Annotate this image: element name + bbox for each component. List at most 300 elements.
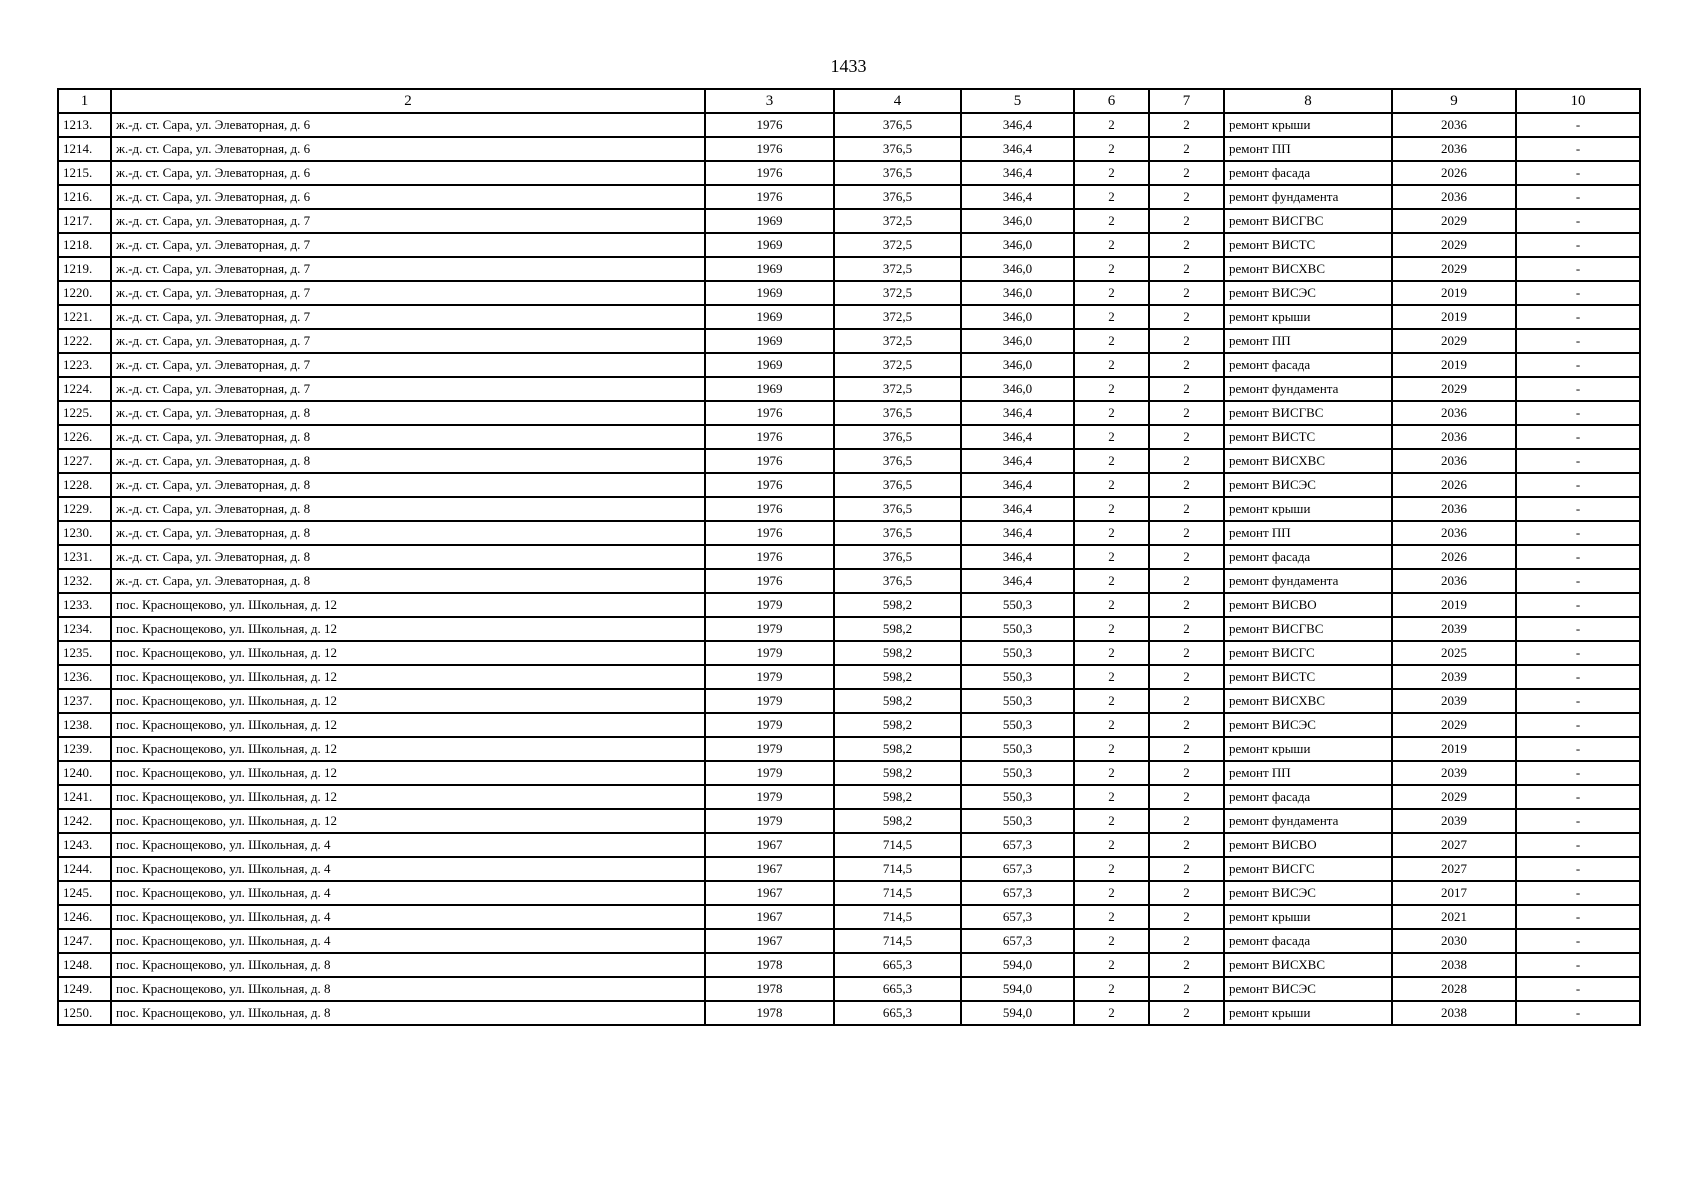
row-number-cell: 1230. [58, 521, 111, 545]
address-cell: ж.-д. ст. Сара, ул. Элеваторная, д. 7 [111, 281, 705, 305]
work-type-cell: ремонт ВИСГС [1224, 641, 1392, 665]
planned-year-cell: 2038 [1392, 953, 1516, 977]
work-type-cell: ремонт крыши [1224, 905, 1392, 929]
living-area-cell: 550,3 [961, 713, 1074, 737]
year-built-cell: 1978 [705, 977, 834, 1001]
entrances-cell: 2 [1149, 329, 1224, 353]
living-area-cell: 346,4 [961, 185, 1074, 209]
living-area-cell: 346,0 [961, 257, 1074, 281]
row-number-cell: 1227. [58, 449, 111, 473]
work-type-cell: ремонт крыши [1224, 737, 1392, 761]
entrances-cell: 2 [1149, 905, 1224, 929]
floors-cell: 2 [1074, 425, 1149, 449]
floors-cell: 2 [1074, 377, 1149, 401]
total-area-cell: 598,2 [834, 665, 961, 689]
entrances-cell: 2 [1149, 113, 1224, 137]
total-area-cell: 372,5 [834, 257, 961, 281]
floors-cell: 2 [1074, 857, 1149, 881]
living-area-cell: 550,3 [961, 593, 1074, 617]
living-area-cell: 550,3 [961, 641, 1074, 665]
row-number-cell: 1247. [58, 929, 111, 953]
total-area-cell: 598,2 [834, 785, 961, 809]
floors-cell: 2 [1074, 449, 1149, 473]
total-area-cell: 376,5 [834, 137, 961, 161]
floors-cell: 2 [1074, 209, 1149, 233]
year-built-cell: 1969 [705, 281, 834, 305]
entrances-cell: 2 [1149, 137, 1224, 161]
planned-year-cell: 2027 [1392, 857, 1516, 881]
row-number-cell: 1233. [58, 593, 111, 617]
year-built-cell: 1978 [705, 953, 834, 977]
note-cell: - [1516, 425, 1640, 449]
floors-cell: 2 [1074, 593, 1149, 617]
floors-cell: 2 [1074, 905, 1149, 929]
row-number-cell: 1246. [58, 905, 111, 929]
table-row [58, 641, 1640, 665]
entrances-cell: 2 [1149, 833, 1224, 857]
address-cell: пос. Краснощеково, ул. Школьная, д. 4 [111, 857, 705, 881]
floors-cell: 2 [1074, 257, 1149, 281]
note-cell: - [1516, 377, 1640, 401]
entrances-cell: 2 [1149, 209, 1224, 233]
row-number-cell: 1229. [58, 497, 111, 521]
work-type-cell: ремонт ВИСХВС [1224, 257, 1392, 281]
table-row [58, 809, 1640, 833]
work-type-cell: ремонт ВИСЭС [1224, 977, 1392, 1001]
living-area-cell: 346,4 [961, 161, 1074, 185]
living-area-cell: 657,3 [961, 905, 1074, 929]
note-cell: - [1516, 977, 1640, 1001]
entrances-cell: 2 [1149, 353, 1224, 377]
total-area-cell: 598,2 [834, 713, 961, 737]
entrances-cell: 2 [1149, 569, 1224, 593]
planned-year-cell: 2036 [1392, 449, 1516, 473]
table-row [58, 425, 1640, 449]
work-type-cell: ремонт ВИСХВС [1224, 689, 1392, 713]
address-cell: ж.-д. ст. Сара, ул. Элеваторная, д. 8 [111, 425, 705, 449]
floors-cell: 2 [1074, 329, 1149, 353]
table-row [58, 1001, 1640, 1025]
planned-year-cell: 2029 [1392, 329, 1516, 353]
entrances-cell: 2 [1149, 473, 1224, 497]
note-cell: - [1516, 905, 1640, 929]
row-number-cell: 1222. [58, 329, 111, 353]
row-number-cell: 1225. [58, 401, 111, 425]
planned-year-cell: 2028 [1392, 977, 1516, 1001]
work-type-cell: ремонт ВИСТС [1224, 233, 1392, 257]
floors-cell: 2 [1074, 833, 1149, 857]
living-area-cell: 550,3 [961, 761, 1074, 785]
living-area-cell: 550,3 [961, 737, 1074, 761]
year-built-cell: 1979 [705, 761, 834, 785]
total-area-cell: 665,3 [834, 953, 961, 977]
year-built-cell: 1979 [705, 593, 834, 617]
planned-year-cell: 2036 [1392, 425, 1516, 449]
living-area-cell: 594,0 [961, 953, 1074, 977]
planned-year-cell: 2025 [1392, 641, 1516, 665]
planned-year-cell: 2036 [1392, 185, 1516, 209]
work-type-cell: ремонт ВИСТС [1224, 665, 1392, 689]
column-header-6: 6 [1074, 89, 1149, 113]
living-area-cell: 594,0 [961, 977, 1074, 1001]
year-built-cell: 1979 [705, 737, 834, 761]
address-cell: пос. Краснощеково, ул. Школьная, д. 4 [111, 929, 705, 953]
year-built-cell: 1976 [705, 185, 834, 209]
entrances-cell: 2 [1149, 497, 1224, 521]
total-area-cell: 376,5 [834, 185, 961, 209]
table-row [58, 377, 1640, 401]
floors-cell: 2 [1074, 953, 1149, 977]
work-type-cell: ремонт ВИСВО [1224, 593, 1392, 617]
column-header-7: 7 [1149, 89, 1224, 113]
living-area-cell: 657,3 [961, 857, 1074, 881]
row-number-cell: 1228. [58, 473, 111, 497]
work-type-cell: ремонт ВИСЭС [1224, 281, 1392, 305]
year-built-cell: 1976 [705, 449, 834, 473]
living-area-cell: 346,0 [961, 329, 1074, 353]
work-type-cell: ремонт фасада [1224, 353, 1392, 377]
address-cell: ж.-д. ст. Сара, ул. Элеваторная, д. 8 [111, 545, 705, 569]
planned-year-cell: 2029 [1392, 257, 1516, 281]
row-number-cell: 1215. [58, 161, 111, 185]
table-row [58, 905, 1640, 929]
entrances-cell: 2 [1149, 929, 1224, 953]
total-area-cell: 598,2 [834, 593, 961, 617]
row-number-cell: 1244. [58, 857, 111, 881]
total-area-cell: 372,5 [834, 233, 961, 257]
year-built-cell: 1976 [705, 545, 834, 569]
work-type-cell: ремонт фасада [1224, 545, 1392, 569]
row-number-cell: 1245. [58, 881, 111, 905]
note-cell: - [1516, 137, 1640, 161]
note-cell: - [1516, 353, 1640, 377]
table-row [58, 689, 1640, 713]
work-type-cell: ремонт фундамента [1224, 809, 1392, 833]
note-cell: - [1516, 953, 1640, 977]
address-cell: пос. Краснощеково, ул. Школьная, д. 8 [111, 1001, 705, 1025]
note-cell: - [1516, 737, 1640, 761]
total-area-cell: 598,2 [834, 641, 961, 665]
year-built-cell: 1967 [705, 905, 834, 929]
planned-year-cell: 2026 [1392, 161, 1516, 185]
column-header-8: 8 [1224, 89, 1392, 113]
row-number-cell: 1223. [58, 353, 111, 377]
table-row [58, 473, 1640, 497]
year-built-cell: 1976 [705, 521, 834, 545]
note-cell: - [1516, 641, 1640, 665]
note-cell: - [1516, 929, 1640, 953]
work-type-cell: ремонт ВИСГВС [1224, 617, 1392, 641]
floors-cell: 2 [1074, 785, 1149, 809]
table-row [58, 593, 1640, 617]
work-type-cell: ремонт фасада [1224, 785, 1392, 809]
floors-cell: 2 [1074, 689, 1149, 713]
living-area-cell: 346,4 [961, 137, 1074, 161]
table-row [58, 113, 1640, 137]
year-built-cell: 1967 [705, 881, 834, 905]
table-row [58, 665, 1640, 689]
row-number-cell: 1224. [58, 377, 111, 401]
work-type-cell: ремонт крыши [1224, 1001, 1392, 1025]
living-area-cell: 550,3 [961, 665, 1074, 689]
entrances-cell: 2 [1149, 665, 1224, 689]
note-cell: - [1516, 401, 1640, 425]
work-type-cell: ремонт ВИСЭС [1224, 713, 1392, 737]
planned-year-cell: 2036 [1392, 497, 1516, 521]
address-cell: пос. Краснощеково, ул. Школьная, д. 12 [111, 761, 705, 785]
living-area-cell: 346,4 [961, 449, 1074, 473]
work-type-cell: ремонт ВИСВО [1224, 833, 1392, 857]
address-cell: ж.-д. ст. Сара, ул. Элеваторная, д. 6 [111, 161, 705, 185]
total-area-cell: 714,5 [834, 833, 961, 857]
table-row [58, 977, 1640, 1001]
year-built-cell: 1967 [705, 929, 834, 953]
total-area-cell: 372,5 [834, 305, 961, 329]
address-cell: пос. Краснощеково, ул. Школьная, д. 8 [111, 977, 705, 1001]
address-cell: ж.-д. ст. Сара, ул. Элеваторная, д. 6 [111, 113, 705, 137]
entrances-cell: 2 [1149, 1001, 1224, 1025]
floors-cell: 2 [1074, 353, 1149, 377]
table-row [58, 833, 1640, 857]
year-built-cell: 1976 [705, 113, 834, 137]
row-number-cell: 1217. [58, 209, 111, 233]
living-area-cell: 346,0 [961, 233, 1074, 257]
table-row [58, 857, 1640, 881]
planned-year-cell: 2039 [1392, 689, 1516, 713]
year-built-cell: 1969 [705, 257, 834, 281]
floors-cell: 2 [1074, 929, 1149, 953]
living-area-cell: 346,0 [961, 377, 1074, 401]
planned-year-cell: 2029 [1392, 377, 1516, 401]
note-cell: - [1516, 257, 1640, 281]
note-cell: - [1516, 689, 1640, 713]
row-number-cell: 1221. [58, 305, 111, 329]
entrances-cell: 2 [1149, 689, 1224, 713]
column-header-10: 10 [1516, 89, 1640, 113]
living-area-cell: 346,0 [961, 209, 1074, 233]
note-cell: - [1516, 713, 1640, 737]
row-number-cell: 1240. [58, 761, 111, 785]
total-area-cell: 376,5 [834, 161, 961, 185]
note-cell: - [1516, 113, 1640, 137]
year-built-cell: 1979 [705, 809, 834, 833]
address-cell: пос. Краснощеково, ул. Школьная, д. 4 [111, 881, 705, 905]
entrances-cell: 2 [1149, 305, 1224, 329]
entrances-cell: 2 [1149, 425, 1224, 449]
entrances-cell: 2 [1149, 281, 1224, 305]
total-area-cell: 714,5 [834, 881, 961, 905]
table-row [58, 281, 1640, 305]
year-built-cell: 1976 [705, 425, 834, 449]
living-area-cell: 550,3 [961, 689, 1074, 713]
floors-cell: 2 [1074, 881, 1149, 905]
column-header-1: 1 [58, 89, 111, 113]
address-cell: ж.-д. ст. Сара, ул. Элеваторная, д. 7 [111, 353, 705, 377]
entrances-cell: 2 [1149, 401, 1224, 425]
table-row [58, 329, 1640, 353]
total-area-cell: 372,5 [834, 209, 961, 233]
work-type-cell: ремонт ВИСГВС [1224, 209, 1392, 233]
floors-cell: 2 [1074, 665, 1149, 689]
note-cell: - [1516, 449, 1640, 473]
address-cell: пос. Краснощеково, ул. Школьная, д. 12 [111, 641, 705, 665]
address-cell: ж.-д. ст. Сара, ул. Элеваторная, д. 8 [111, 401, 705, 425]
entrances-cell: 2 [1149, 545, 1224, 569]
work-type-cell: ремонт фундамента [1224, 377, 1392, 401]
address-cell: пос. Краснощеково, ул. Школьная, д. 12 [111, 713, 705, 737]
floors-cell: 2 [1074, 185, 1149, 209]
planned-year-cell: 2029 [1392, 713, 1516, 737]
row-number-cell: 1249. [58, 977, 111, 1001]
address-cell: ж.-д. ст. Сара, ул. Элеваторная, д. 8 [111, 521, 705, 545]
table-row [58, 257, 1640, 281]
work-type-cell: ремонт ВИСГС [1224, 857, 1392, 881]
planned-year-cell: 2019 [1392, 353, 1516, 377]
floors-cell: 2 [1074, 401, 1149, 425]
planned-year-cell: 2026 [1392, 473, 1516, 497]
table-header [58, 89, 1640, 113]
work-type-cell: ремонт ПП [1224, 761, 1392, 785]
note-cell: - [1516, 617, 1640, 641]
planned-year-cell: 2017 [1392, 881, 1516, 905]
total-area-cell: 372,5 [834, 329, 961, 353]
floors-cell: 2 [1074, 761, 1149, 785]
note-cell: - [1516, 785, 1640, 809]
address-cell: ж.-д. ст. Сара, ул. Элеваторная, д. 7 [111, 305, 705, 329]
living-area-cell: 657,3 [961, 929, 1074, 953]
entrances-cell: 2 [1149, 737, 1224, 761]
repair-schedule-table [57, 88, 1641, 1026]
row-number-cell: 1243. [58, 833, 111, 857]
floors-cell: 2 [1074, 737, 1149, 761]
work-type-cell: ремонт ВИСХВС [1224, 953, 1392, 977]
entrances-cell: 2 [1149, 953, 1224, 977]
planned-year-cell: 2019 [1392, 281, 1516, 305]
planned-year-cell: 2027 [1392, 833, 1516, 857]
address-cell: ж.-д. ст. Сара, ул. Элеваторная, д. 7 [111, 209, 705, 233]
total-area-cell: 372,5 [834, 377, 961, 401]
total-area-cell: 376,5 [834, 545, 961, 569]
entrances-cell: 2 [1149, 593, 1224, 617]
column-header-4: 4 [834, 89, 961, 113]
entrances-cell: 2 [1149, 161, 1224, 185]
year-built-cell: 1967 [705, 857, 834, 881]
entrances-cell: 2 [1149, 185, 1224, 209]
table-row [58, 569, 1640, 593]
entrances-cell: 2 [1149, 785, 1224, 809]
total-area-cell: 372,5 [834, 353, 961, 377]
floors-cell: 2 [1074, 521, 1149, 545]
note-cell: - [1516, 473, 1640, 497]
living-area-cell: 346,4 [961, 521, 1074, 545]
note-cell: - [1516, 761, 1640, 785]
planned-year-cell: 2036 [1392, 569, 1516, 593]
note-cell: - [1516, 881, 1640, 905]
total-area-cell: 376,5 [834, 569, 961, 593]
note-cell: - [1516, 281, 1640, 305]
entrances-cell: 2 [1149, 617, 1224, 641]
row-number-cell: 1231. [58, 545, 111, 569]
year-built-cell: 1979 [705, 785, 834, 809]
living-area-cell: 550,3 [961, 785, 1074, 809]
table-row [58, 449, 1640, 473]
living-area-cell: 346,4 [961, 545, 1074, 569]
total-area-cell: 376,5 [834, 425, 961, 449]
planned-year-cell: 2029 [1392, 785, 1516, 809]
living-area-cell: 346,4 [961, 425, 1074, 449]
table-row [58, 521, 1640, 545]
planned-year-cell: 2021 [1392, 905, 1516, 929]
note-cell: - [1516, 521, 1640, 545]
floors-cell: 2 [1074, 809, 1149, 833]
table-row [58, 137, 1640, 161]
row-number-cell: 1213. [58, 113, 111, 137]
table-row [58, 497, 1640, 521]
planned-year-cell: 2039 [1392, 761, 1516, 785]
planned-year-cell: 2019 [1392, 305, 1516, 329]
address-cell: ж.-д. ст. Сара, ул. Элеваторная, д. 7 [111, 257, 705, 281]
row-number-cell: 1226. [58, 425, 111, 449]
row-number-cell: 1235. [58, 641, 111, 665]
living-area-cell: 657,3 [961, 881, 1074, 905]
row-number-cell: 1238. [58, 713, 111, 737]
address-cell: ж.-д. ст. Сара, ул. Элеваторная, д. 8 [111, 497, 705, 521]
address-cell: пос. Краснощеково, ул. Школьная, д. 12 [111, 689, 705, 713]
work-type-cell: ремонт ПП [1224, 521, 1392, 545]
living-area-cell: 346,0 [961, 305, 1074, 329]
table-row [58, 953, 1640, 977]
planned-year-cell: 2036 [1392, 113, 1516, 137]
table-row [58, 185, 1640, 209]
entrances-cell: 2 [1149, 257, 1224, 281]
living-area-cell: 346,4 [961, 473, 1074, 497]
year-built-cell: 1979 [705, 617, 834, 641]
planned-year-cell: 2039 [1392, 617, 1516, 641]
work-type-cell: ремонт ВИСТС [1224, 425, 1392, 449]
total-area-cell: 376,5 [834, 497, 961, 521]
planned-year-cell: 2030 [1392, 929, 1516, 953]
note-cell: - [1516, 857, 1640, 881]
address-cell: пос. Краснощеково, ул. Школьная, д. 12 [111, 593, 705, 617]
address-cell: ж.-д. ст. Сара, ул. Элеваторная, д. 8 [111, 569, 705, 593]
row-number-cell: 1237. [58, 689, 111, 713]
floors-cell: 2 [1074, 617, 1149, 641]
row-number-cell: 1219. [58, 257, 111, 281]
table-row [58, 617, 1640, 641]
table-row [58, 233, 1640, 257]
living-area-cell: 346,4 [961, 113, 1074, 137]
total-area-cell: 598,2 [834, 617, 961, 641]
year-built-cell: 1967 [705, 833, 834, 857]
floors-cell: 2 [1074, 113, 1149, 137]
note-cell: - [1516, 569, 1640, 593]
address-cell: пос. Краснощеково, ул. Школьная, д. 4 [111, 905, 705, 929]
year-built-cell: 1969 [705, 209, 834, 233]
address-cell: ж.-д. ст. Сара, ул. Элеваторная, д. 8 [111, 449, 705, 473]
row-number-cell: 1216. [58, 185, 111, 209]
work-type-cell: ремонт фасада [1224, 161, 1392, 185]
address-cell: ж.-д. ст. Сара, ул. Элеваторная, д. 7 [111, 329, 705, 353]
total-area-cell: 376,5 [834, 449, 961, 473]
total-area-cell: 598,2 [834, 737, 961, 761]
year-built-cell: 1969 [705, 305, 834, 329]
floors-cell: 2 [1074, 305, 1149, 329]
total-area-cell: 376,5 [834, 473, 961, 497]
work-type-cell: ремонт крыши [1224, 497, 1392, 521]
entrances-cell: 2 [1149, 761, 1224, 785]
living-area-cell: 550,3 [961, 617, 1074, 641]
address-cell: пос. Краснощеково, ул. Школьная, д. 12 [111, 665, 705, 689]
